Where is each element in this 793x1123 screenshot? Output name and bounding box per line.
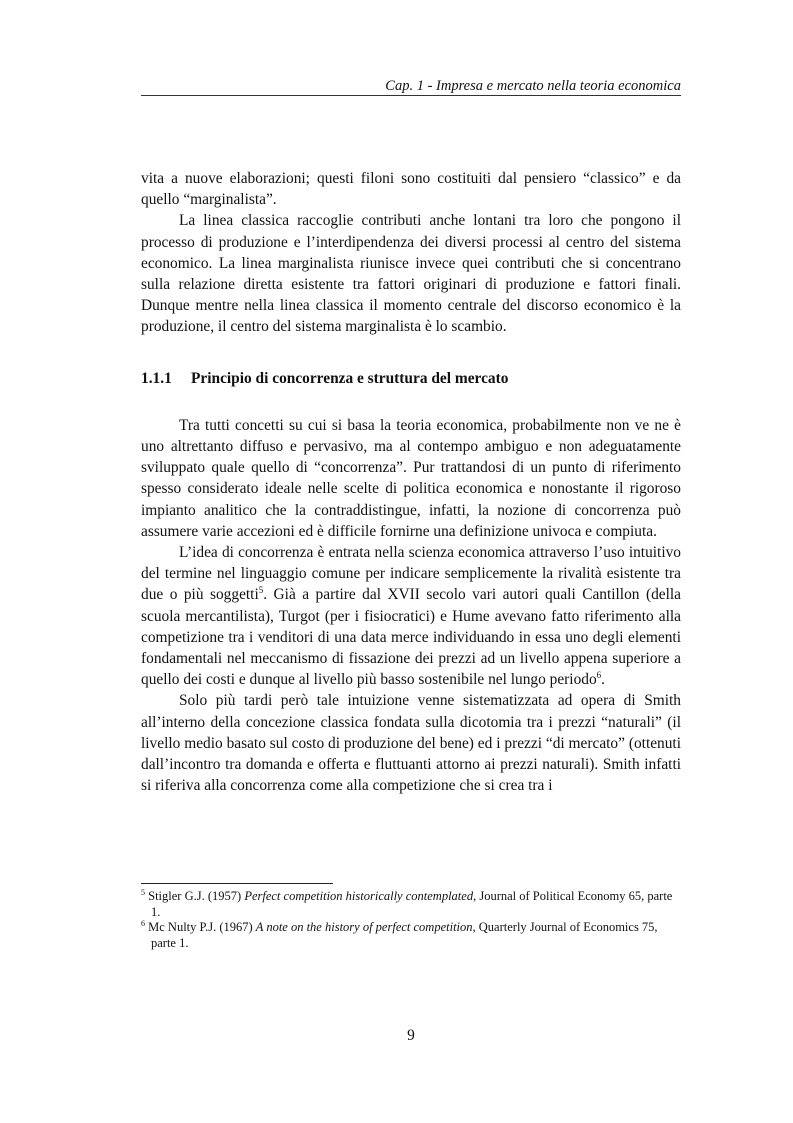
footnote-mark: 5	[141, 888, 145, 897]
footnote-title: Perfect competition historically contemplated	[244, 889, 474, 903]
page-body	[141, 168, 681, 796]
paragraph-continuation: vita a nuove elaborazioni; questi filoni sono costituiti dal pensiero “classico” e da quello “marginalista”.	[141, 170, 681, 209]
footnotes	[141, 889, 681, 951]
paragraph-competition-history	[141, 542, 681, 690]
footnote-source: , Journal of Political Economy 65, parte 1.	[151, 889, 673, 919]
section-title: Principio di concorrenza e struttura del mercato	[191, 369, 509, 387]
header-rule	[141, 95, 681, 96]
footnote-6	[141, 920, 681, 951]
section-heading	[141, 368, 681, 389]
paragraph-text: .	[601, 671, 606, 689]
footnote-reference-6[interactable]: 6	[596, 670, 602, 681]
footnote-5	[141, 889, 681, 920]
section-number: 1.1.1	[141, 369, 172, 387]
footnote-rule	[141, 883, 333, 884]
paragraph-text: . Già a partire dal XVII secolo vari autori quali Cantillon (della scuola mercantilista), Turgot (per i fisiocratici) e Hume avevano fatto riferimento alla competizione tra i venditori di una data merce individuando in essa uno degli elementi fondamentali nel meccanismo di fissazione dei prezzi ad un livello appena superiore a quello dei costi e dunque al livello più basso sostenibile nel lungo periodo	[141, 586, 681, 689]
footnote-source: , Quarterly Journal of Economics 75, parte 1.	[151, 920, 658, 950]
page-number: 9	[407, 1027, 415, 1044]
footnote-reference-5[interactable]: 5	[258, 585, 264, 596]
footnote-mark: 6	[141, 919, 145, 929]
paragraph-smith: Solo più tardi però tale intuizione venne sistematizzata ad opera di Smith all’interno della concezione classica fondata sulla dicotomia tra i prezzi “naturali” (il livello medio basato sul costo di produzione del bene) ed i prezzi “di mercato” (ottenuti dall’incontro tra domanda e offerta e fluttuanti attorno ai prezzi naturali). Smith infatti si riferiva alla concorrenza come alla competizione che si crea tra i	[141, 692, 681, 795]
paragraph-text: L’idea di concorrenza è entrata nella scienza economica attraverso l’uso intuitivo del termine nel linguaggio comune per indicare semplicemente la rivalità esistente tra due o più soggetti	[141, 544, 681, 604]
paragraph-classical-line: La linea classica raccoglie contributi anche lontani tra loro che pongono il processo di produzione e l’interdipendenza dei diversi processi al centro del sistema economico. La linea marginalista riunisce invece quei contributi che si concentrano sulla relazione diretta esistente tra fattori originari di produzione e fattori finali. Dunque mentre nella linea classica il momento centrale del discorso economico è la produzione, il centro del sistema marginalista è lo scambio.	[141, 212, 681, 336]
footnote-title: A note on the history of perfect competition	[255, 920, 473, 935]
running-header: Cap. 1 - Impresa e mercato nella teoria economica	[385, 78, 681, 94]
paragraph-competition-concept: Tra tutti concetti su cui si basa la teoria economica, probabilmente non ve ne è uno altrettanto diffuso e pervasivo, ma al contempo ambiguo e non adeguatamente sviluppato quale quello di “concorrenza”. Pur trattandosi di un punto di riferimento spesso considerato ideale nelle scelte di politica economica e nonostante il rigoroso impianto analitico che la contraddistingue, infatti, la nozione di concorrenza può assumere varie accezioni ed è difficile fornirne una definizione univoca e compiuta.	[141, 416, 681, 540]
footnote-author: Stigler G.J. (1957)	[148, 889, 245, 903]
footnote-author: Mc Nulty P.J. (1967)	[148, 920, 256, 935]
